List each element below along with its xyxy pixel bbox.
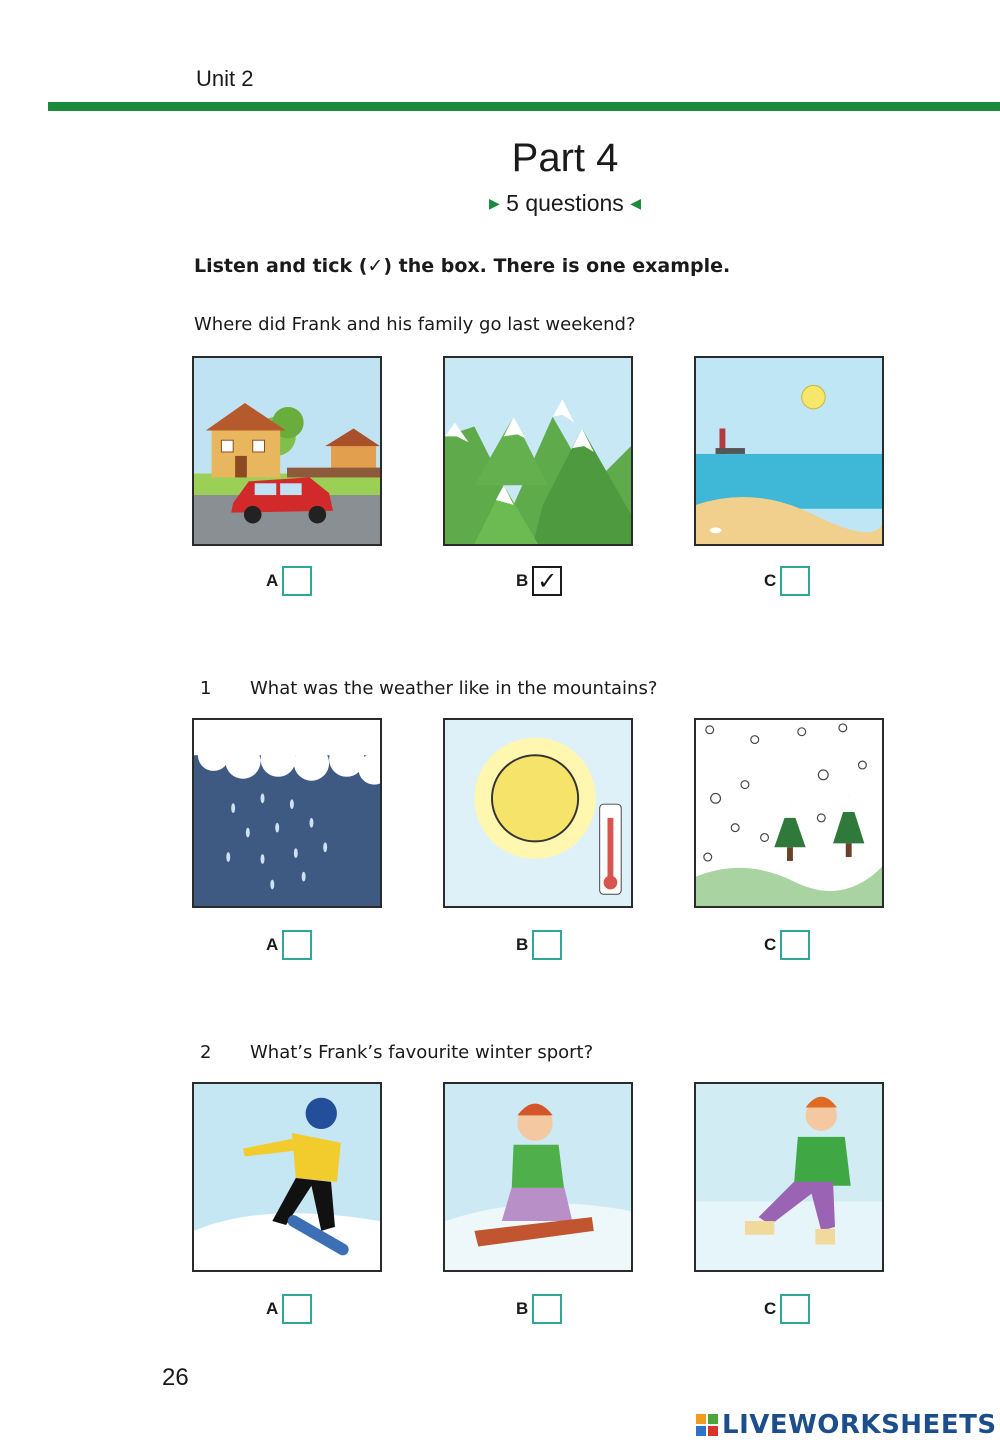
picture-snow xyxy=(694,718,884,908)
header-rule xyxy=(48,102,1000,111)
answer-box-example-a[interactable] xyxy=(282,566,312,596)
question-text: What’s Frank’s favourite winter sport? xyxy=(250,1042,594,1063)
question-1-option-a xyxy=(266,930,312,960)
answer-box-1-b[interactable] xyxy=(532,930,562,960)
example-question: Where did Frank and his family go last weekend? xyxy=(194,314,636,335)
liveworksheets-icon xyxy=(696,1414,718,1436)
picture-snowboarding xyxy=(192,1082,382,1272)
instruction: Listen and tick (✓) the box. There is one example. xyxy=(194,255,731,277)
question-2 xyxy=(200,1042,593,1063)
question-2-option-b xyxy=(516,1294,562,1324)
example-option-b xyxy=(516,566,562,596)
option-letter: A xyxy=(266,1299,279,1318)
arrow-right-icon: ▶ xyxy=(489,195,500,211)
answer-box-2-a[interactable] xyxy=(282,1294,312,1324)
answer-box-2-c[interactable] xyxy=(780,1294,810,1324)
picture-house-and-car xyxy=(192,356,382,546)
question-2-option-c xyxy=(764,1294,810,1324)
question-count xyxy=(0,190,1000,217)
page-number: 26 xyxy=(162,1364,189,1391)
option-letter: B xyxy=(516,571,529,590)
answer-box-example-b[interactable]: ✓ xyxy=(532,566,562,596)
question-text: What was the weather like in the mountains? xyxy=(250,678,658,699)
question-number: 1 xyxy=(200,678,212,699)
question-number: 2 xyxy=(200,1042,212,1063)
question-2-option-a xyxy=(266,1294,312,1324)
example-option-c xyxy=(764,566,810,596)
option-letter: C xyxy=(764,935,777,954)
picture-sledging xyxy=(443,1082,633,1272)
option-letter: A xyxy=(266,571,279,590)
question-1-option-c xyxy=(764,930,810,960)
answer-box-example-c[interactable] xyxy=(780,566,810,596)
question-count-text: 5 questions xyxy=(506,190,624,216)
brand-name: LIVEWORKSHEETS xyxy=(722,1410,997,1440)
picture-ice-skating xyxy=(694,1082,884,1272)
answer-box-2-b[interactable] xyxy=(532,1294,562,1324)
page-title: Part 4 xyxy=(511,136,619,180)
unit-label: Unit 2 xyxy=(196,66,254,91)
picture-mountains xyxy=(443,356,633,546)
answer-box-1-a[interactable] xyxy=(282,930,312,960)
picture-beach xyxy=(694,356,884,546)
example-option-a xyxy=(266,566,312,596)
question-1 xyxy=(200,678,657,699)
question-1-option-b xyxy=(516,930,562,960)
answer-box-1-c[interactable] xyxy=(780,930,810,960)
option-letter: B xyxy=(516,1299,529,1318)
option-letter: C xyxy=(764,571,777,590)
arrow-left-icon: ◀ xyxy=(630,195,641,211)
brand-logo xyxy=(696,1410,997,1440)
option-letter: B xyxy=(516,935,529,954)
picture-rain xyxy=(192,718,382,908)
option-letter: A xyxy=(266,935,279,954)
option-letter: C xyxy=(764,1299,777,1318)
picture-sunny-hot xyxy=(443,718,633,908)
